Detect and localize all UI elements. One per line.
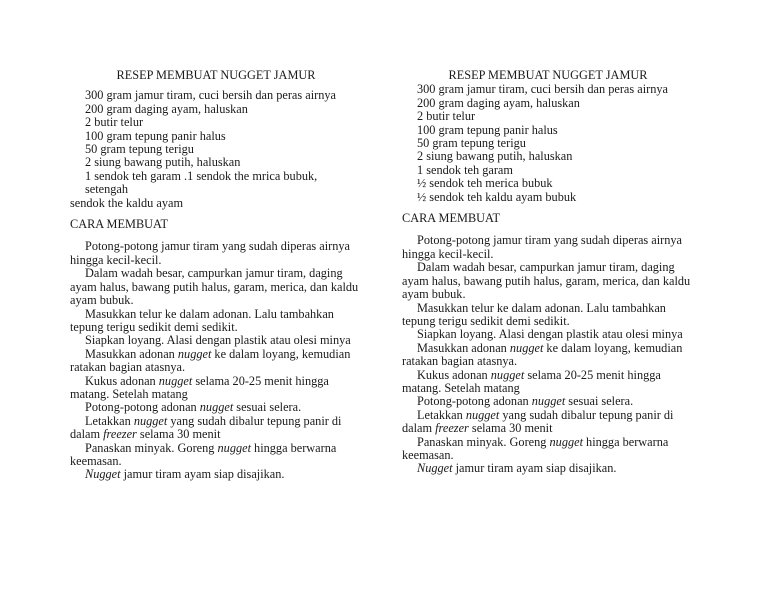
left-title: RESEP MEMBUAT NUGGET JAMUR xyxy=(116,68,316,82)
step-item: Potong-potong adonan nugget sesuai selera. xyxy=(85,400,302,415)
step-item: Masukkan adonan nugget ke dalam loyang, kemudian ratakan bagian atasnya. xyxy=(70,346,351,375)
step-item: Dalam wadah besar, campurkan jamur tiram, daging ayam halus, bawang putih halus, garam, merica, dan kaldu ayam bubuk. xyxy=(402,260,691,302)
step-item: Potong-potong adonan nugget sesuai selera. xyxy=(417,394,634,409)
left-steps xyxy=(70,240,362,481)
step-item: Masukkan telur ke dalam adonan. Lalu tambahkan tepung terigu sedikit demi sedikit. xyxy=(70,306,334,334)
ingredient-item: 2 butir telur xyxy=(417,109,476,124)
left-column xyxy=(70,69,362,482)
ingredient-item: 100 gram tepung panir halus xyxy=(417,122,558,137)
left-method-heading: CARA MEMBUAT xyxy=(70,217,169,232)
ingredient-item-wrap: sendok the kaldu ayam xyxy=(70,195,184,210)
ingredient-item: 300 gram jamur tiram, cuci bersih dan peras airnya xyxy=(417,82,668,97)
ingredient-item: 1 sendok teh garam .1 sendok the mrica bubuk, setengah xyxy=(85,168,318,197)
ingredient-item: 50 gram tepung terigu xyxy=(417,136,526,151)
step-item: Kukus adonan nugget selama 20-25 menit hingga matang. Setelah matang xyxy=(70,373,329,401)
step-item: Siapkan loyang. Alasi dengan plastik atau olesi minya xyxy=(85,333,351,348)
ingredient-item: ½ sendok teh kaldu ayam bubuk xyxy=(417,189,577,204)
ingredient-item: 200 gram daging ayam, haluskan xyxy=(85,101,248,116)
right-steps xyxy=(402,234,694,475)
ingredient-item: 2 siung bawang putih, haluskan xyxy=(85,155,241,170)
step-item: Potong-potong jamur tiram yang sudah diperas airnya hingga kecil-kecil. xyxy=(70,239,351,267)
ingredient-item: 200 gram daging ayam, haluskan xyxy=(417,95,580,110)
step-item: Panaskan minyak. Goreng nugget hingga berwarna keemasan. xyxy=(70,440,337,468)
step-item: Masukkan telur ke dalam adonan. Lalu tambahkan tepung terigu sedikit demi sedikit. xyxy=(402,300,666,328)
ingredient-item: 2 butir telur xyxy=(85,115,144,130)
step-item: Letakkan nugget yang sudah dibalur tepung panir di dalam freezer selama 30 menit xyxy=(70,413,342,442)
step-item: Masukkan adonan nugget ke dalam loyang, kemudian ratakan bagian atasnya. xyxy=(402,340,683,369)
ingredient-item: 50 gram tepung terigu xyxy=(85,142,194,157)
right-title: RESEP MEMBUAT NUGGET JAMUR xyxy=(448,68,648,82)
step-item: Letakkan nugget yang sudah dibalur tepung panir di dalam freezer selama 30 menit xyxy=(402,407,674,436)
step-item: Nugget jamur tiram ayam siap disajikan. xyxy=(85,467,285,482)
right-column xyxy=(402,69,694,476)
step-item: Panaskan minyak. Goreng nugget hingga berwarna keemasan. xyxy=(402,434,669,462)
ingredient-item: 100 gram tepung panir halus xyxy=(85,128,226,143)
ingredient-item: 1 sendok teh garam xyxy=(417,162,513,177)
ingredient-item: ½ sendok teh merica bubuk xyxy=(417,176,553,191)
step-item: Dalam wadah besar, campurkan jamur tiram, daging ayam halus, bawang putih halus, garam, merica, dan kaldu ayam bubuk. xyxy=(70,266,359,308)
ingredient-item: 2 siung bawang putih, haluskan xyxy=(417,149,573,164)
ingredient-item: 300 gram jamur tiram, cuci bersih dan peras airnya xyxy=(85,88,336,103)
step-item: Potong-potong jamur tiram yang sudah diperas airnya hingga kecil-kecil. xyxy=(402,233,683,261)
step-item: Nugget jamur tiram ayam siap disajikan. xyxy=(417,461,617,476)
right-method-heading: CARA MEMBUAT xyxy=(402,211,501,226)
step-item: Kukus adonan nugget selama 20-25 menit hingga matang. Setelah matang xyxy=(402,367,661,395)
left-ingredients xyxy=(70,89,362,210)
step-item: Siapkan loyang. Alasi dengan plastik atau olesi minya xyxy=(417,327,683,342)
right-ingredients xyxy=(402,83,694,204)
